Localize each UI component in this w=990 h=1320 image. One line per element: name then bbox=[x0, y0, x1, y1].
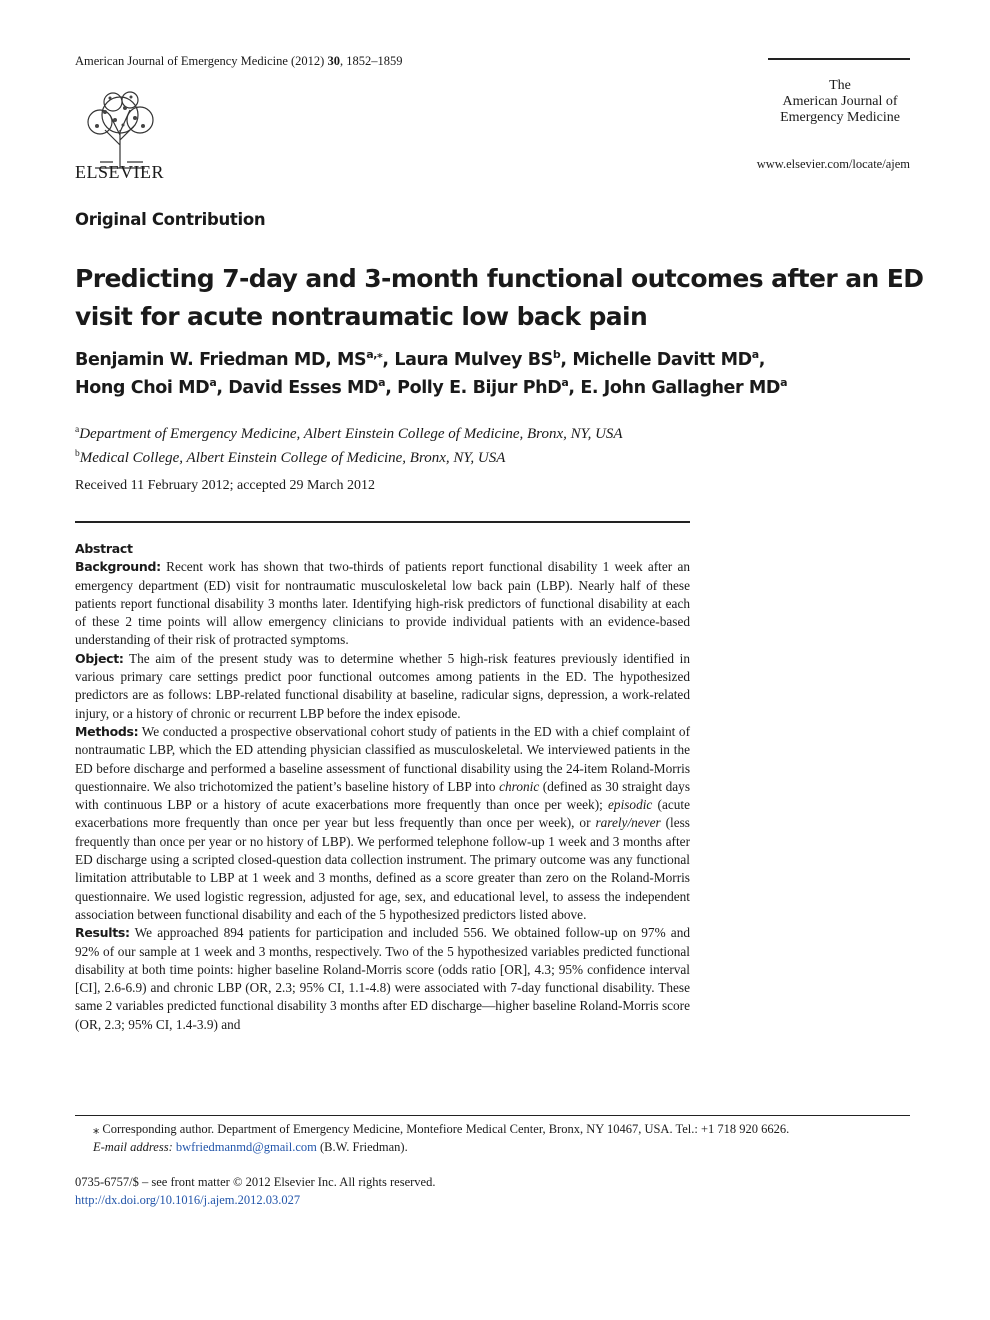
author: Polly E. Bijur PhD bbox=[397, 378, 562, 398]
corresponding-author: ⁎ Corresponding author. Department of Emergency Medicine, Montefiore Medical Center, Bronx, NY 10467, USA. Tel.: +1 718 920 6626. bbox=[93, 1122, 790, 1136]
author: Laura Mulvey BS bbox=[394, 350, 553, 370]
abstract bbox=[75, 540, 690, 1034]
affiliation: $^b$Medical College, Albert Einstein College of Medicine, Bronx, NY, USA bbox=[75, 449, 506, 466]
abstract-object: Object: The aim of the present study was to determine whether 5 high-risk features previously identified in various primary care settings predict poor functional outcomes among patients in the ED. The hypothesized predictors are as follows: LBP-related functional disability at baseline, radicular signs, depression, a work-related injury, or a history of chronic or recurrent LBP before the index episode. bbox=[75, 650, 690, 721]
journal-citation: American Journal of Emergency Medicine (2012) 30, 1852–1859 bbox=[75, 54, 403, 68]
footnote-rule bbox=[75, 1115, 910, 1116]
email-link[interactable]: bwfriedmanmd@gmail.com bbox=[175, 1140, 317, 1154]
received-dates: Received 11 February 2012; accepted 29 March 2012 bbox=[75, 478, 375, 493]
abstract-background: Background: Recent work has shown that two-thirds of patients report functional disability 1 week after an emergency department (ED) visit for nontraumatic musculoskeletal low back pain (LBP). Nearly half of these patients report functional disability 3 months later. Identifying high-risk predictors of functional disability at each of these 2 time points will allow emergency clinicians to provide individual patients with an evidence-based understanding of their risk of protracted symptoms. bbox=[75, 559, 690, 648]
author: Hong Choi MD bbox=[75, 378, 210, 398]
abstract-methods: Methods: We conducted a prospective observational cohort study of patients in the ED with a chief complaint of nontraumatic LBP, which the ED attending physician classified as musculoskeletal. We interviewed patients in the ED before discharge and performed a baseline assessment of functional disability using the 24-item Roland-Morris questionnaire. We also trichotomized the patient’s baseline history of LBP into chronic (defined as 30 straight days with continuous LBP or a history of acute exacerbations more frequently than once per week); episodic (acute exacerbations more frequently than once per year but less frequently than once per week), or rarely/never (less frequently than once per year or no history of LBP). We performed telephone follow-up 1 week and 3 months after ED discharge using a scripted closed-question data collection instrument. The primary outcome was any functional limitation attributable to LBP at 1 week and 3 months, defined as a score greater than zero on the Roland-Morris questionnaire. We used logistic regression, adjusted for age, sex, and educational level, to assess the independent association between functional disability and each of the 5 hypothesized predictors listed above. bbox=[75, 723, 690, 922]
copyright: 0735-6757/$ – see front matter © 2012 Elsevier Inc. All rights reserved. http://dx.doi.org/10.1016/j.ajem.2012.03.027 bbox=[75, 1175, 436, 1207]
author: David Esses MD bbox=[228, 378, 379, 398]
section-label: Original Contribution bbox=[75, 210, 266, 229]
abstract-heading: Abstract bbox=[75, 541, 133, 556]
journal-name: The American Journal of Emergency Medicine bbox=[780, 78, 900, 125]
author-list: Benjamin W. Friedman MD, $MS^{a,⁎}$, Laura Mulvey $BS^b$, Michelle Davitt $MD^a$, Hong Choi $MD^a$, David Esses $MD^a$, Polly E. Bijur PhD$^a$, E. John Gallagher $MD^a$ bbox=[75, 348, 788, 398]
author: Benjamin W. Friedman MD, MS bbox=[75, 350, 367, 370]
journal-url[interactable]: www.elsevier.com/locate/ajem bbox=[756, 157, 910, 171]
affiliation: $^a$Department of Emergency Medicine, Albert Einstein College of Medicine, Bronx, NY, USA bbox=[75, 425, 623, 442]
abstract-rule bbox=[75, 521, 690, 523]
author: Michelle Davitt MD bbox=[572, 350, 752, 370]
affiliations bbox=[75, 420, 623, 468]
article-title: Predicting 7-day and 3-month functional outcomes after an ED visit for acute nontraumatic low back pain bbox=[75, 264, 924, 331]
publisher-name: ELSEVIER bbox=[75, 162, 164, 182]
footnote: ⁎ Corresponding author. Department of Emergency Medicine, Montefiore Medical Center, Bronx, NY 10467, USA. Tel.: +1 718 920 6626. E-mail address: bwfriedmanmd@gmail.com (B.W. Friedman). bbox=[75, 1120, 910, 1156]
abstract-results: Results: We approached 894 patients for participation and included 556. We obtained follow-up on 97% and 92% of our sample at 1 week and 3 months, respectively. Two of the 5 hypothesized variables predicted functional disability at both time points: higher baseline Roland-Morris score (odds ratio [OR], 4.3; 95% confidence interval [CI], 2.6-6.9) and chronic LBP (OR, 2.3; 95% CI, 1.1-4.8) were associated with 7-day functional disability. These same 2 variables predicted functional disability 3 months after ED discharge—higher baseline Roland-Morris score (OR, 2.3; 95% CI, 1.4-3.9) and bbox=[75, 925, 690, 1032]
author: E. John Gallagher MD bbox=[580, 378, 781, 398]
journal-rule bbox=[768, 58, 910, 60]
doi-link[interactable]: http://dx.doi.org/10.1016/j.ajem.2012.03.027 bbox=[75, 1193, 301, 1207]
